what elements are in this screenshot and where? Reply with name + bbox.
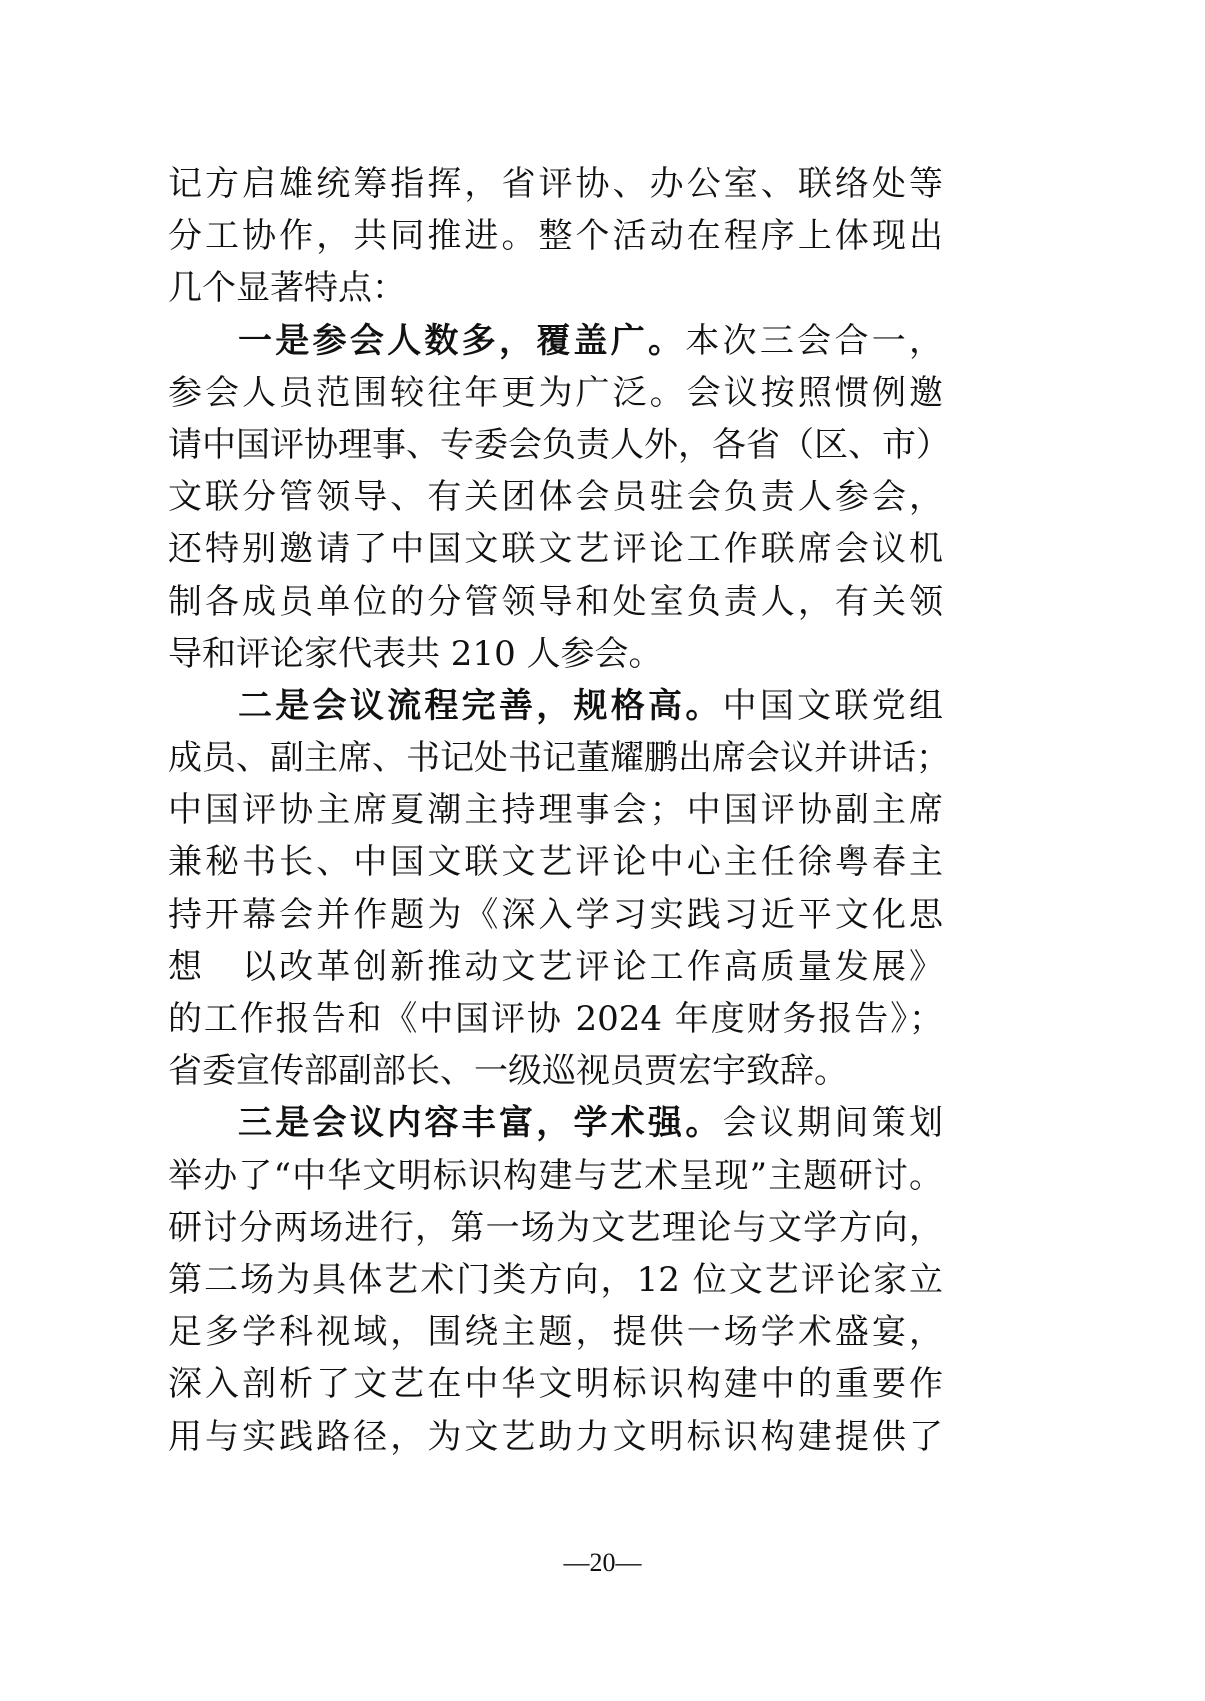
text-line: 制各成员单位的分管领导和处室负责人，有关领 bbox=[168, 581, 943, 622]
text-line: 成员、副主席、书记处书记董耀鹏出席会议并讲话； bbox=[168, 738, 950, 779]
page-number: —20— bbox=[563, 1548, 642, 1577]
paragraph-lead: 三是会议内容丰富，学术强。 bbox=[238, 1103, 723, 1144]
paragraph-3-start bbox=[168, 1097, 943, 1149]
text-line: 用与实践路径，为文艺助力文明标识构建提供了 bbox=[168, 1416, 943, 1457]
text-line: 兼秘书长、中国文联文艺评论中心主任徐粤春主 bbox=[168, 842, 943, 883]
text-line: 分工协作，共同推进。整个活动在程序上体现出 bbox=[168, 216, 943, 257]
document-body bbox=[168, 158, 950, 1463]
text-line: 举办了“中华文明标识构建与艺术呈现”主题研讨。 bbox=[168, 1155, 943, 1196]
text-line: 的工作报告和《中国评协 2024 年度财务报告》； bbox=[168, 999, 943, 1039]
text-line: 足多学科视域，围绕主题，提供一场学术盛宴， bbox=[168, 1312, 943, 1353]
text-line: 还特别邀请了中国文联文艺评论工作联席会议机 bbox=[168, 529, 943, 570]
text-span: 会议期间策划 bbox=[722, 1103, 944, 1144]
text-line: 记方启雄统筹指挥，省评协、办公室、联络处等 bbox=[168, 164, 943, 204]
text-line: 持开幕会并作题为《深入学习实践习近平文化思 bbox=[168, 894, 943, 935]
text-line: 深入剖析了文艺在中华文明标识构建中的重要作 bbox=[168, 1364, 943, 1405]
text-span: 中国文联党组 bbox=[722, 685, 944, 726]
paragraph-lead: 二是会议流程完善，规格高。 bbox=[238, 685, 723, 726]
text-line: 几个显著特点： bbox=[168, 268, 406, 309]
text-line: 导和评论家代表共 210 人参会。 bbox=[168, 633, 663, 674]
text-line: 文联分管领导、有关团体会员驻会负责人参会， bbox=[168, 477, 943, 518]
text-line: 参会人员范围较往年更为广泛。会议按照惯例邀 bbox=[168, 372, 943, 413]
text-line: 想 以改革创新推动文艺评论工作高质量发展》 bbox=[168, 946, 943, 987]
text-line: 研讨分两场进行，第一场为文艺理论与文学方向， bbox=[168, 1207, 943, 1248]
text-line: 中国评协主席夏潮主持理事会；中国评协副主席 bbox=[168, 790, 943, 831]
text-line: 省委宣传部副部长、一级巡视员贾宏宇致辞。 bbox=[168, 1051, 848, 1092]
paragraph-2-start bbox=[168, 680, 943, 732]
text-line: 第二场为具体艺术门类方向，12 位文艺评论家立 bbox=[168, 1259, 943, 1300]
paragraph-lead: 一是参会人数多，覆盖广。 bbox=[238, 320, 686, 361]
text-span: 本次三会合一， bbox=[685, 320, 944, 361]
paragraph-1-start bbox=[168, 315, 943, 367]
text-line: 请中国评协理事、专委会负责人外，各省（区、市） bbox=[168, 424, 950, 465]
